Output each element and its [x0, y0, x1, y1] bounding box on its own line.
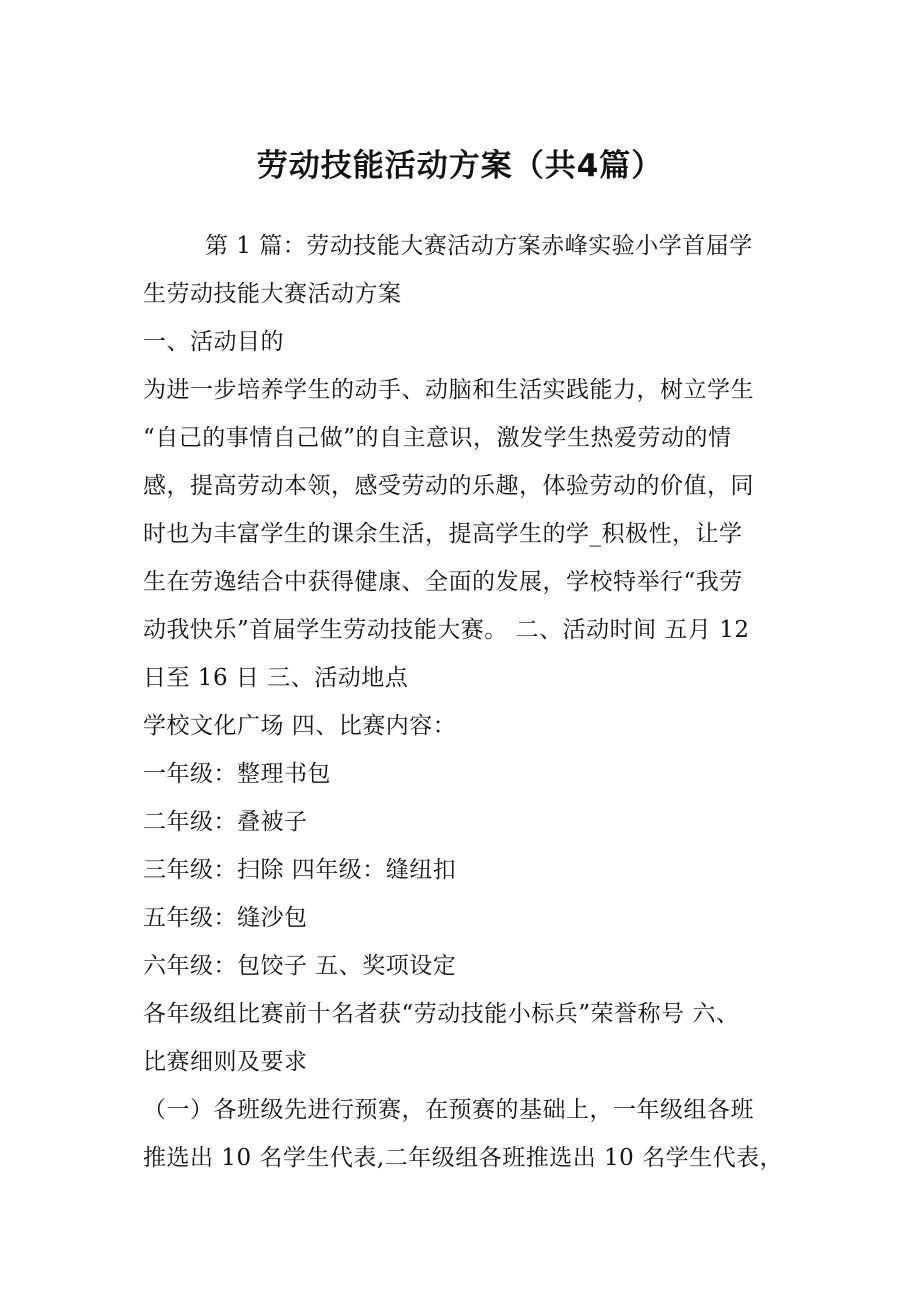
- paragraph-line: （一）各班级先进行预赛，在预赛的基础上，一年级组各班: [143, 1097, 754, 1123]
- paragraph-line: 生劳动技能大赛活动方案: [143, 281, 402, 307]
- section-heading: 一、活动目的: [143, 329, 284, 355]
- paragraph-line: “自己的事情自己做”的自主意识，激发学生热爱劳动的情: [143, 425, 732, 451]
- list-item: 五年级：缝沙包: [143, 905, 308, 931]
- paragraph-line: 推选出 10 名学生代表,二年级组各班推选出 10 名学生代表，: [143, 1145, 784, 1171]
- section-heading: 比赛细则及要求: [143, 1049, 308, 1075]
- paragraph-line: 生在劳逸结合中获得健康、全面的发展，学校特举行“我劳: [143, 569, 743, 595]
- paragraph-line: 学校文化广场 四、比赛内容：: [143, 713, 457, 739]
- paragraph-line: 动我快乐”首届学生劳动技能大赛。 二、活动时间 五月 12: [143, 617, 750, 643]
- paragraph-line: 时也为丰富学生的课余生活，提高学生的学_积极性，让学: [143, 521, 743, 547]
- list-item: 三年级：扫除 四年级：缝纽扣: [143, 857, 457, 883]
- paragraph-line: 日至 16 日 三、活动地点: [143, 665, 409, 691]
- list-item: 六年级：包饺子 五、奖项设定: [143, 953, 457, 979]
- paragraph-line: 各年级组比赛前十名者获“劳动技能小标兵”荣誉称号 六、: [143, 1001, 740, 1027]
- document-title: 劳动技能活动方案（共4篇）: [256, 148, 664, 184]
- paragraph-line: 感，提高劳动本领，感受劳动的乐趣，体验劳动的价值，同: [143, 473, 754, 499]
- paragraph-line: 第 1 篇：劳动技能大赛活动方案赤峰实验小学首届学: [205, 233, 753, 259]
- list-item: 二年级：叠被子: [143, 809, 308, 835]
- document-body: [143, 222, 793, 1182]
- paragraph-line: 为进一步培养学生的动手、动脑和生活实践能力，树立学生: [143, 377, 754, 403]
- list-item: 一年级：整理书包: [143, 761, 331, 787]
